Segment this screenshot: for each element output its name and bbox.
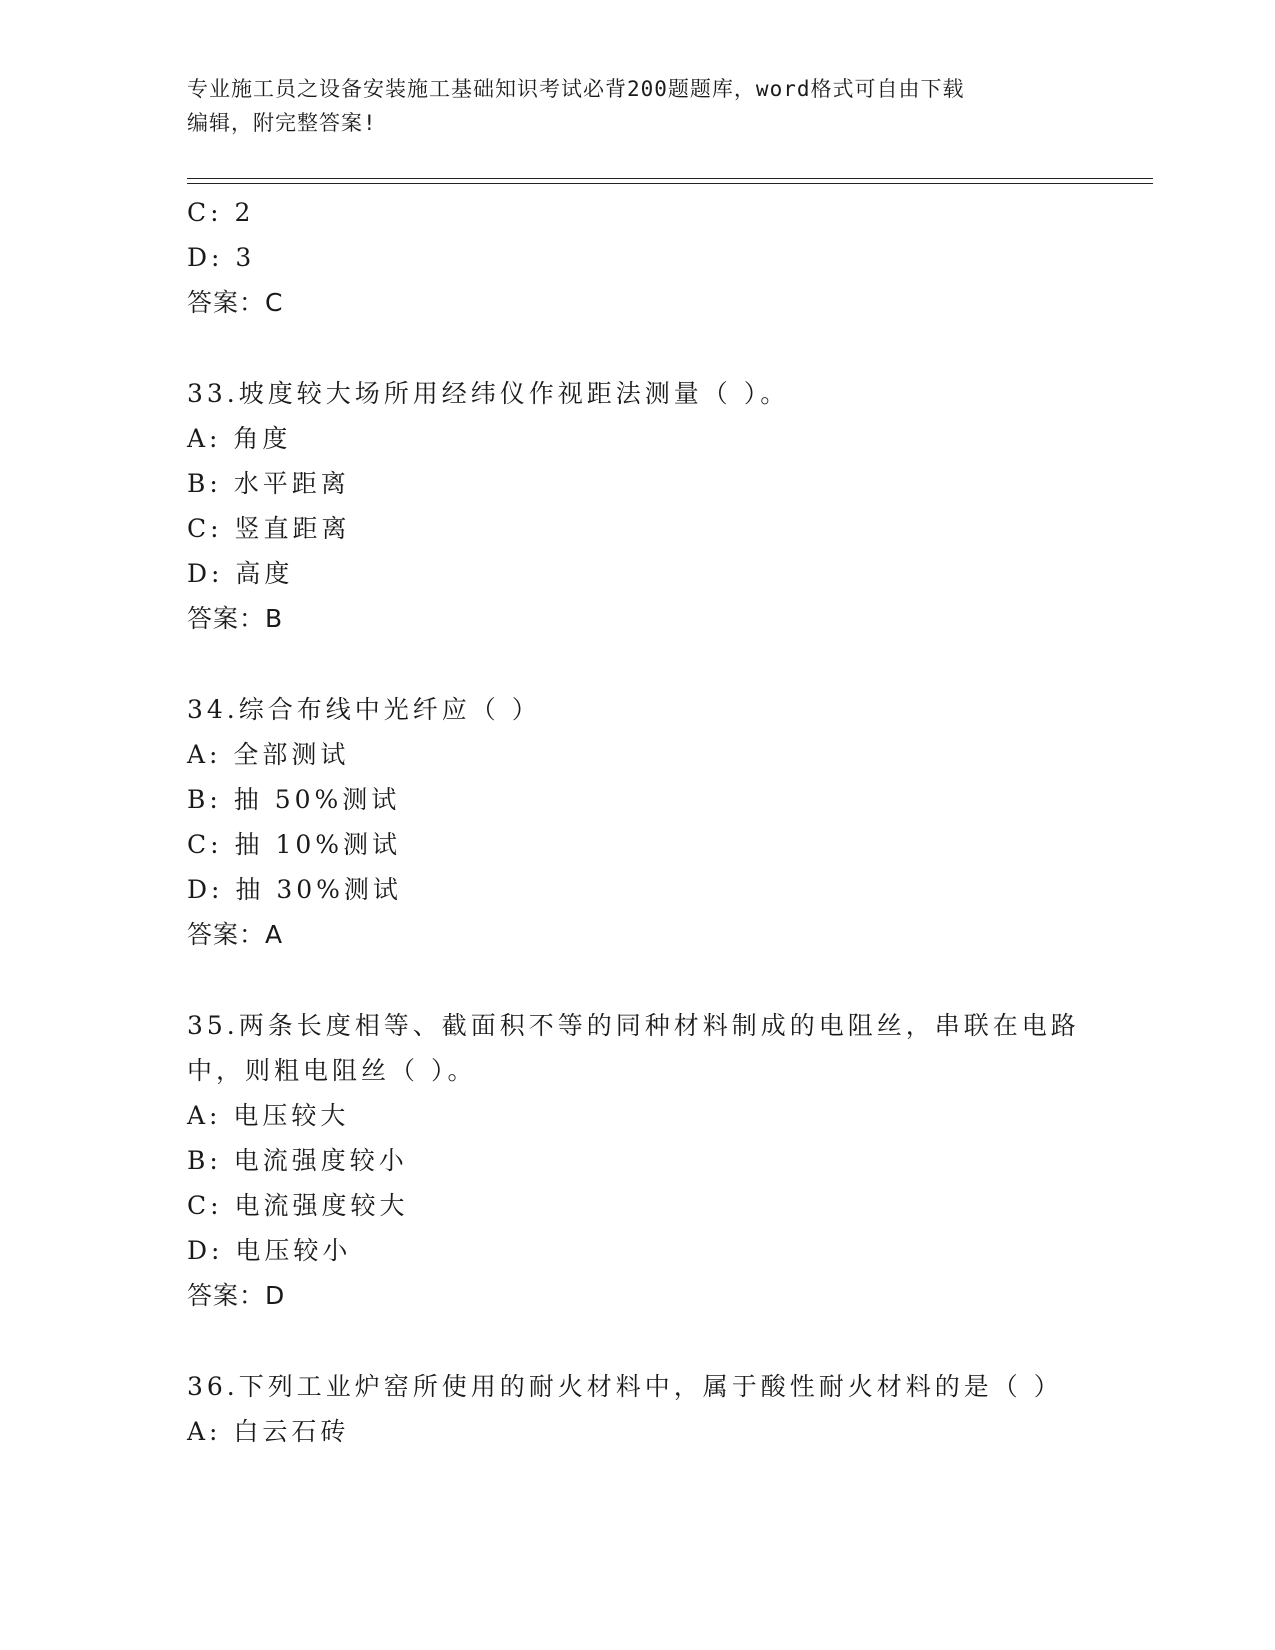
header-title-line-2: 编辑，附完整答案! xyxy=(187,111,377,135)
question-text-line-1: 35.两条长度相等、截面积不等的同种材料制成的电阻丝，串联在电路 xyxy=(187,1011,1080,1040)
option-d: D: 3 xyxy=(187,243,256,272)
header-rule-top xyxy=(187,178,1153,179)
question-35 xyxy=(187,1003,1107,1318)
question-33 xyxy=(187,371,1107,641)
option-c: C: 抽 10%测试 xyxy=(187,830,402,859)
option-d: D: 电压较小 xyxy=(187,1236,352,1265)
option-c: C: 2 xyxy=(187,198,255,227)
option-a: A: 电压较大 xyxy=(187,1101,350,1130)
header-title-line-1: 专业施工员之设备安装施工基础知识考试必背200题题库，word格式可自由下载 xyxy=(187,77,965,101)
document-header xyxy=(187,72,1087,140)
question-32-tail xyxy=(187,190,1107,325)
answer-label: 答案：B xyxy=(187,604,284,633)
option-b: B: 抽 50%测试 xyxy=(187,785,401,814)
question-text: 33.坡度较大场所用经纬仪作视距法测量（ ）。 xyxy=(187,379,790,408)
option-a: A: 全部测试 xyxy=(187,740,350,769)
question-text-line-2: 中，则粗电阻丝（ ）。 xyxy=(187,1056,477,1085)
question-text: 36.下列工业炉窑所使用的耐火材料中，属于酸性耐火材料的是（ ） xyxy=(187,1372,1063,1401)
option-d: D: 高度 xyxy=(187,559,294,588)
option-d: D: 抽 30%测试 xyxy=(187,875,402,904)
option-a: A: 角度 xyxy=(187,424,292,453)
option-b: B: 电流强度较小 xyxy=(187,1146,408,1175)
option-b: B: 水平距离 xyxy=(187,469,350,498)
option-c: C: 电流强度较大 xyxy=(187,1191,409,1220)
option-a: A: 白云石砖 xyxy=(187,1417,350,1446)
answer-label: 答案：C xyxy=(187,288,284,317)
question-34 xyxy=(187,687,1107,957)
question-36 xyxy=(187,1364,1107,1454)
question-text: 34.综合布线中光纤应（ ） xyxy=(187,695,541,724)
answer-label: 答案：D xyxy=(187,1281,286,1310)
header-rule-bottom xyxy=(187,183,1153,184)
answer-label: 答案：A xyxy=(187,920,284,949)
question-list xyxy=(187,190,1107,1454)
option-c: C: 竖直距离 xyxy=(187,514,351,543)
